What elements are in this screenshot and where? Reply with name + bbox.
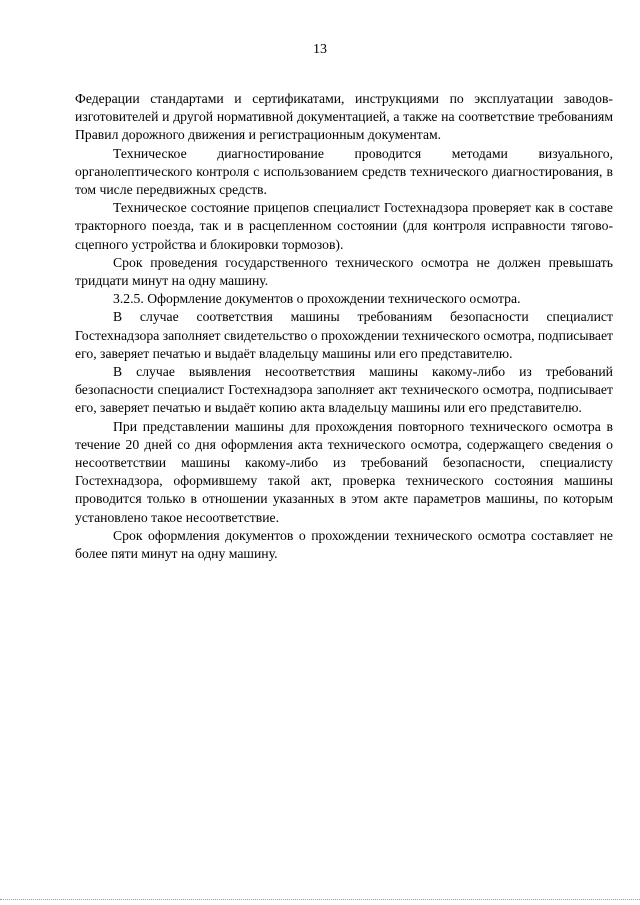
paragraph-continuation: Федерации стандартами и сертификатами, инструкциями по эксплуатации заводов-изготовителей и другой нормативной документацией, а также на соответствие требованиям Правил дорожного движения и регистрационным документам. <box>75 91 613 143</box>
bottom-scan-rule <box>0 899 640 900</box>
paragraph-compliance: В случае соответствия машины требованиям безопасности специалист Гостехнадзора заполняет свидетельство о прохождении технического осмотра, подписывает его, заверяет печатью и выдаёт владельцу машины или его представителю. <box>75 309 613 361</box>
page-number: 13 <box>313 42 327 57</box>
document-body <box>75 90 613 563</box>
paragraph-noncompliance: В случае выявления несоответствия машины какому-либо из требований безопасности специалист Гостехнадзора заполняет акт технического осмотра, подписывает его, заверяет печатью и выдаёт копию акта владельцу машины или его представителю. <box>75 364 613 416</box>
paragraph-diagnostics: Техническое диагностирование проводится методами визуального, органолептического контроля с использованием средств технического диагностирования, в том числе передвижных средств. <box>75 145 613 198</box>
paragraph-reinspection: При представлении машины для прохождения повторного технического осмотра в течение 20 дней со дня оформления акта технического осмотра, содержащего сведения о несоответствии машины какому-либо из требований безопасности, специалисту Гостехнадзора, оформившему такой акт, проверка технического состояния машины проводится только в отношении указанных в этом акте параметров машины, по которым установлено такое несоответствие. <box>75 418 613 525</box>
paragraph-trailers: Техническое состояние прицепов специалист Гостехнадзора проверяет как в составе тракторного поезда, так и в расцепленном состоянии (для контроля исправности тягово-сцепного устройства и блокировки тормозов). <box>75 200 613 252</box>
section-heading-3-2-5: 3.2.5. Оформление документов о прохождении технического осмотра. <box>113 291 521 307</box>
paragraph-processing-time: Срок оформления документов о прохождении технического осмотра составляет не более пяти минут на одну машину. <box>75 527 613 562</box>
paragraph-inspection-time: Срок проведения государственного технического осмотра не должен превышать тридцати минут на одну машину. <box>75 254 613 289</box>
